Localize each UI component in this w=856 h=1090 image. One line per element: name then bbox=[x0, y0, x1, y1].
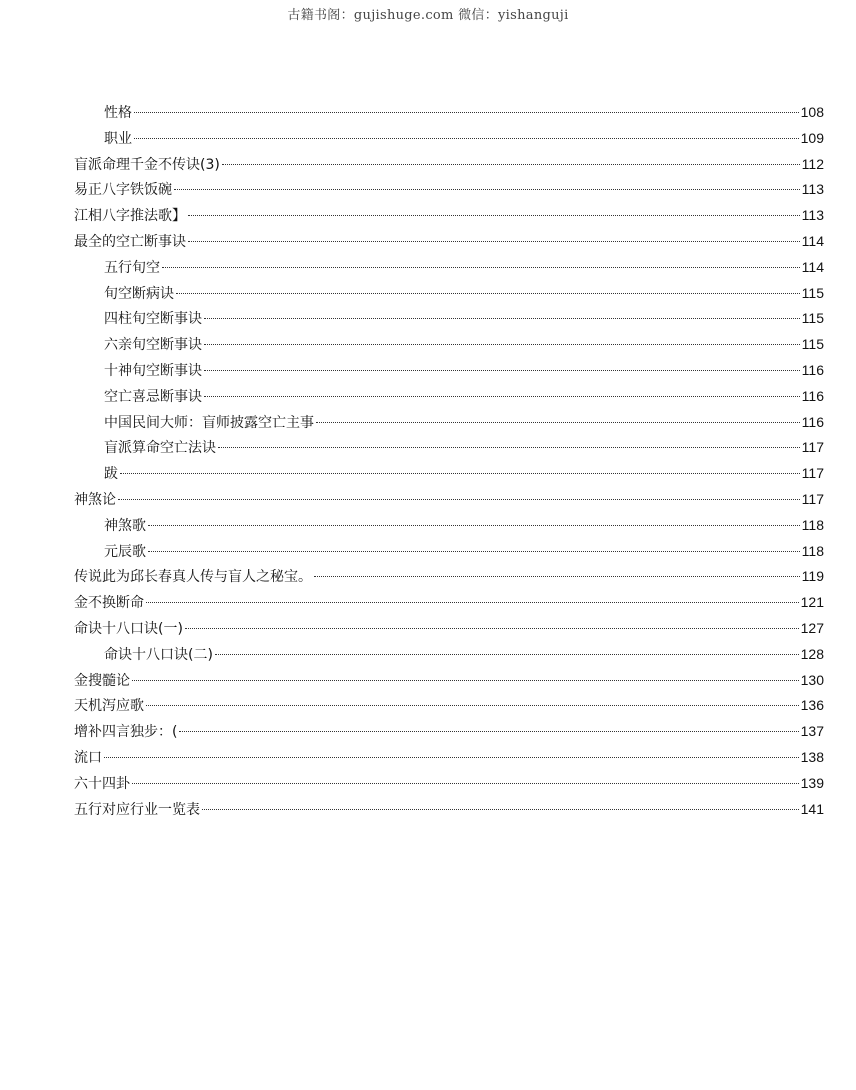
toc-entry[interactable] bbox=[74, 539, 824, 565]
toc-dot-leader bbox=[204, 396, 800, 397]
toc-entry-title: 跋 bbox=[104, 466, 118, 483]
toc-entry-title: 神煞歌 bbox=[104, 517, 146, 534]
toc-dot-leader bbox=[118, 499, 800, 500]
toc-entry[interactable] bbox=[74, 332, 824, 358]
toc-entry-page-number: 130 bbox=[800, 671, 824, 688]
toc-entry-page-number: 116 bbox=[801, 387, 824, 404]
toc-entry[interactable] bbox=[74, 384, 824, 410]
toc-entry[interactable] bbox=[74, 642, 824, 668]
toc-entry-title: 四柱旬空断事诀 bbox=[104, 311, 202, 328]
toc-entry-page-number: 113 bbox=[801, 181, 824, 198]
toc-entry[interactable] bbox=[74, 306, 824, 332]
toc-entry-page-number: 137 bbox=[800, 723, 824, 740]
toc-entry[interactable] bbox=[74, 719, 824, 745]
toc-entry-title: 盲派算命空亡法诀 bbox=[104, 440, 216, 457]
toc-entry[interactable] bbox=[74, 461, 824, 487]
toc-dot-leader bbox=[104, 757, 799, 758]
toc-entry-page-number: 112 bbox=[801, 155, 824, 172]
toc-entry[interactable] bbox=[74, 771, 824, 797]
toc-dot-leader bbox=[132, 680, 799, 681]
toc-entry-title: 神煞论 bbox=[74, 491, 116, 508]
toc-entry[interactable] bbox=[74, 281, 824, 307]
toc-entry[interactable] bbox=[74, 177, 824, 203]
toc-entry-page-number: 116 bbox=[801, 413, 824, 430]
toc-entry-title: 元辰歌 bbox=[104, 543, 146, 560]
toc-entry[interactable] bbox=[74, 487, 824, 513]
toc-dot-leader bbox=[120, 473, 800, 474]
toc-entry-page-number: 117 bbox=[801, 490, 824, 507]
toc-entry[interactable] bbox=[74, 358, 824, 384]
toc-dot-leader bbox=[162, 267, 800, 268]
toc-entry[interactable] bbox=[74, 513, 824, 539]
toc-entry-page-number: 128 bbox=[800, 645, 824, 662]
toc-dot-leader bbox=[148, 525, 800, 526]
toc-entry-title: 流口 bbox=[74, 749, 102, 766]
toc-dot-leader bbox=[132, 783, 799, 784]
toc-entry[interactable] bbox=[74, 797, 824, 823]
toc-entry-title: 十神旬空断事诀 bbox=[104, 362, 202, 379]
toc-dot-leader bbox=[204, 370, 800, 371]
toc-entry[interactable] bbox=[74, 745, 824, 771]
toc-dot-leader bbox=[316, 422, 800, 423]
toc-entry-title: 江相八字推法歌】 bbox=[74, 208, 186, 225]
toc-entry-page-number: 109 bbox=[800, 129, 824, 146]
toc-entry-title: 盲派命理千金不传诀(3) bbox=[74, 156, 220, 173]
toc-entry[interactable] bbox=[74, 255, 824, 281]
toc-entry-page-number: 118 bbox=[801, 542, 824, 559]
toc-dot-leader bbox=[174, 189, 800, 190]
toc-dot-leader bbox=[222, 164, 800, 165]
toc-entry-title: 传说此为邱长春真人传与盲人之秘宝。 bbox=[74, 569, 312, 586]
toc-entry-title: 命诀十八口诀(二) bbox=[104, 646, 213, 663]
toc-entry-title: 金不换断命 bbox=[74, 595, 144, 612]
toc-dot-leader bbox=[202, 809, 799, 810]
toc-entry[interactable] bbox=[74, 435, 824, 461]
toc-entry[interactable] bbox=[74, 616, 824, 642]
toc-entry-title: 命诀十八口诀(一) bbox=[74, 620, 183, 637]
toc-entry-page-number: 108 bbox=[800, 104, 824, 120]
toc-entry-title: 旬空断病诀 bbox=[104, 285, 174, 302]
toc-entry-title: 六亲旬空断事诀 bbox=[104, 337, 202, 354]
toc-entry-title: 空亡喜忌断事诀 bbox=[104, 388, 202, 405]
toc-entry-page-number: 138 bbox=[800, 748, 824, 765]
toc-entry-page-number: 115 bbox=[801, 310, 824, 327]
toc-entry-page-number: 115 bbox=[801, 336, 824, 353]
toc-entry-page-number: 117 bbox=[801, 439, 824, 456]
toc-dot-leader bbox=[188, 241, 800, 242]
toc-entry-page-number: 113 bbox=[801, 207, 824, 224]
toc-entry-title: 六十四卦 bbox=[74, 775, 130, 792]
toc-entry-title: 金搜髓论 bbox=[74, 672, 130, 689]
toc-entry-page-number: 136 bbox=[800, 697, 824, 714]
toc-dot-leader bbox=[146, 602, 799, 603]
toc-dot-leader bbox=[204, 344, 800, 345]
toc-entry[interactable] bbox=[74, 590, 824, 616]
toc-entry-page-number: 116 bbox=[801, 361, 824, 378]
toc-entry[interactable] bbox=[74, 203, 824, 229]
toc-entry-title: 五行对应行业一览表 bbox=[74, 801, 200, 818]
toc-entry[interactable] bbox=[74, 152, 824, 178]
toc-entry[interactable] bbox=[74, 668, 824, 694]
toc-entry-title: 性格 bbox=[104, 105, 132, 121]
toc-dot-leader bbox=[188, 215, 800, 216]
table-of-contents bbox=[74, 100, 824, 822]
toc-entry-page-number: 114 bbox=[801, 258, 824, 275]
toc-entry-page-number: 115 bbox=[801, 284, 824, 301]
toc-dot-leader bbox=[134, 112, 799, 113]
toc-entry-page-number: 118 bbox=[801, 516, 824, 533]
toc-entry-title: 易正八字铁饭碗 bbox=[74, 182, 172, 199]
toc-entry-title: 五行旬空 bbox=[104, 259, 160, 276]
toc-dot-leader bbox=[204, 318, 800, 319]
toc-entry-page-number: 139 bbox=[800, 774, 824, 791]
toc-entry-page-number: 114 bbox=[801, 232, 824, 249]
toc-entry[interactable] bbox=[74, 564, 824, 590]
toc-entry-page-number: 141 bbox=[800, 800, 824, 817]
toc-dot-leader bbox=[185, 628, 799, 629]
toc-entry[interactable] bbox=[74, 693, 824, 719]
toc-dot-leader bbox=[179, 731, 798, 732]
toc-entry-page-number: 119 bbox=[801, 568, 824, 585]
toc-entry-page-number: 127 bbox=[800, 619, 824, 636]
page-header-watermark: 古籍书阁：gujishuge.com 微信：yishanguji bbox=[287, 8, 569, 23]
toc-dot-leader bbox=[134, 138, 799, 139]
toc-entry-page-number: 121 bbox=[800, 594, 824, 611]
toc-entry-title: 最全的空亡断事诀 bbox=[74, 233, 186, 250]
toc-entry-title: 中国民间大师：盲师披露空亡主事 bbox=[104, 414, 314, 431]
toc-entry[interactable] bbox=[74, 126, 824, 152]
toc-dot-leader bbox=[218, 447, 800, 448]
toc-dot-leader bbox=[148, 551, 800, 552]
toc-dot-leader bbox=[215, 654, 799, 655]
toc-entry-page-number: 117 bbox=[801, 465, 824, 482]
toc-entry-title: 增补四言独步：( bbox=[74, 724, 178, 741]
toc-dot-leader bbox=[176, 293, 800, 294]
toc-dot-leader bbox=[146, 705, 799, 706]
toc-entry[interactable] bbox=[74, 229, 824, 255]
toc-entry[interactable] bbox=[74, 410, 824, 436]
toc-entry-title: 天机泻应歌 bbox=[74, 698, 144, 715]
toc-entry[interactable] bbox=[74, 100, 824, 126]
toc-dot-leader bbox=[314, 576, 800, 577]
toc-entry-title: 职业 bbox=[104, 130, 132, 147]
